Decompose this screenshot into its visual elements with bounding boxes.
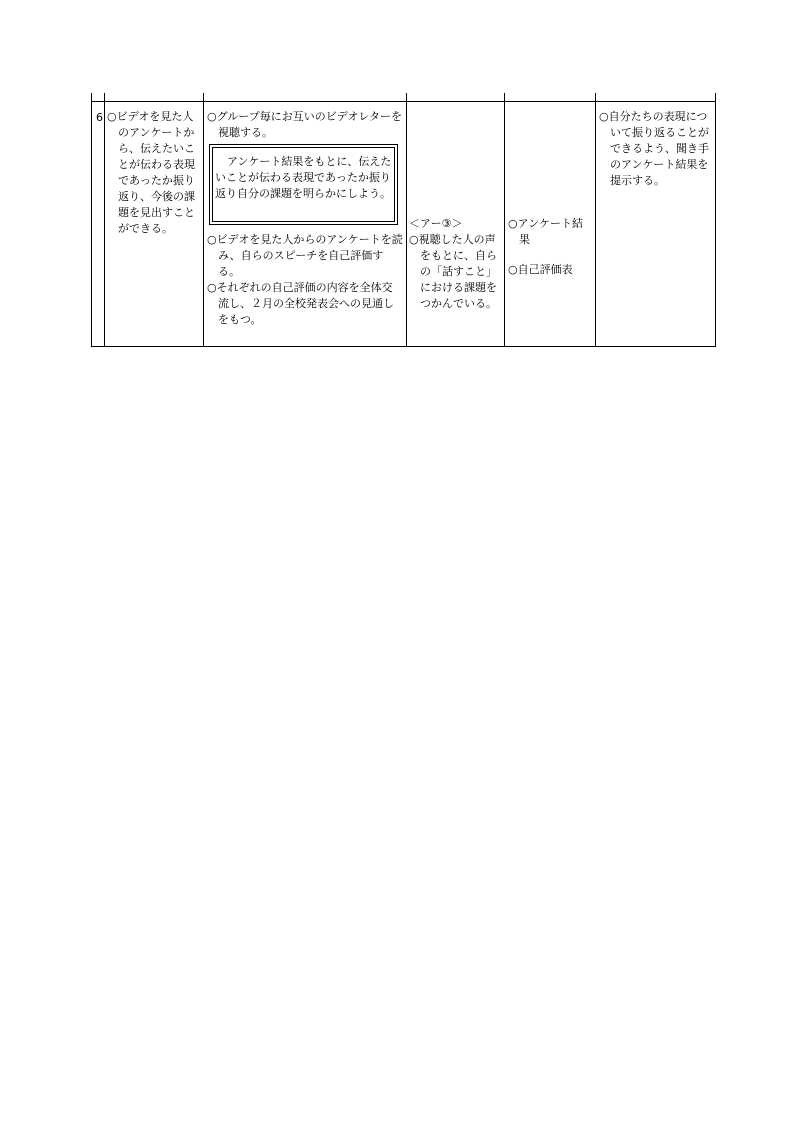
evaluation-cell [409,216,502,312]
table-rule [104,93,105,347]
goal-cell [107,109,201,237]
support-cell [599,109,712,189]
table-rule [504,93,505,347]
task-box [212,147,395,222]
goal-text: ○ビデオを見た人のアンケートから、伝えたいことが伝わる表現であったか振り返り、今後の課題を見出すことができる。 [107,110,195,235]
table-rule [406,93,407,347]
activity-line: ○それぞれの自己評価の内容を全体交流し、２月の全校発表会への見通しをもつ。 [207,281,394,326]
support-text: ○自分たちの表現について振り返ることができるよう、聞き手のアンケート結果を提示する。 [599,110,709,187]
activity-cell-top [207,109,403,141]
table-rule [595,93,596,347]
table-rule [91,101,716,102]
table-rule [715,93,716,347]
material-item: ○自己評価表 [508,263,573,276]
materials-cell [508,216,593,278]
material-item: ○アンケート結果 [508,217,583,246]
table-rule [91,346,716,347]
evaluation-tag: ＜アー③＞ [409,217,463,230]
table-rule [91,93,92,347]
evaluation-text: ○視聴した人の声をもとに、自らの「話すこと」における課題をつかんでいる。 [409,233,497,310]
activity-line: ○グループ毎にお互いのビデオレターを視聴する。 [207,110,403,139]
row-number: 6 [96,111,103,124]
task-box-text: アンケート結果をもとに、伝えたいことが伝わる表現であったか振り返り自分の課題を明らかにしよう。 [215,155,392,200]
activity-line: ○ビデオを見た人からのアンケートを読み、自らのスピーチを自己評価する。 [207,233,403,278]
activity-cell-bottom [207,232,403,328]
table-rule [203,93,204,347]
